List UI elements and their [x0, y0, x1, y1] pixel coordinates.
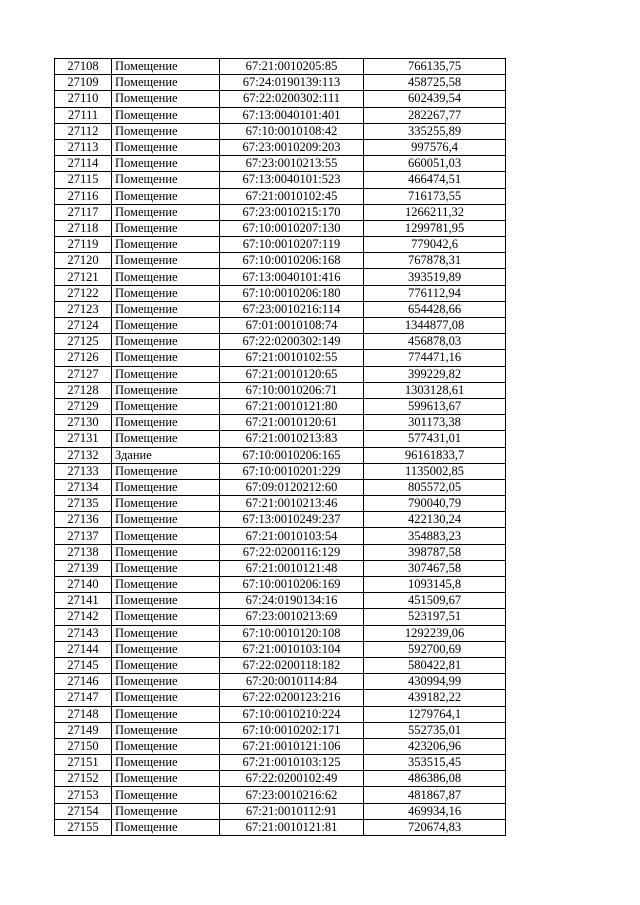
cadastral-value-cell: 466474,51 [364, 172, 506, 188]
property-registry-table [54, 58, 506, 836]
cadastral-value-cell: 779042,6 [364, 237, 506, 253]
row-number-cell: 27123 [55, 301, 112, 317]
object-type-cell: Помещение [112, 382, 220, 398]
cadastral-value-cell: 716173,55 [364, 188, 506, 204]
cadastral-number-cell: 67:21:0010120:61 [220, 415, 364, 431]
row-number-cell: 27120 [55, 253, 112, 269]
table-row [55, 463, 506, 479]
row-number-cell: 27129 [55, 398, 112, 414]
cadastral-number-cell: 67:23:0010209:203 [220, 139, 364, 155]
cadastral-number-cell: 67:21:0010103:54 [220, 528, 364, 544]
table-row [55, 722, 506, 738]
cadastral-value-cell: 660051,03 [364, 156, 506, 172]
cadastral-number-cell: 67:21:0010121:81 [220, 819, 364, 835]
cadastral-value-cell: 481867,87 [364, 787, 506, 803]
cadastral-value-cell: 720674,83 [364, 819, 506, 835]
table-row [55, 657, 506, 673]
cadastral-value-cell: 423206,96 [364, 738, 506, 754]
cadastral-value-cell: 767878,31 [364, 253, 506, 269]
cadastral-number-cell: 67:23:0010213:69 [220, 609, 364, 625]
row-number-cell: 27114 [55, 156, 112, 172]
cadastral-number-cell: 67:21:0010205:85 [220, 59, 364, 75]
cadastral-number-cell: 67:23:0010216:114 [220, 301, 364, 317]
cadastral-number-cell: 67:10:0010207:130 [220, 220, 364, 236]
table-row [55, 382, 506, 398]
object-type-cell: Помещение [112, 593, 220, 609]
row-number-cell: 27155 [55, 819, 112, 835]
object-type-cell: Помещение [112, 204, 220, 220]
row-number-cell: 27130 [55, 415, 112, 431]
row-number-cell: 27152 [55, 771, 112, 787]
cadastral-value-cell: 458725,58 [364, 75, 506, 91]
row-number-cell: 27137 [55, 528, 112, 544]
cadastral-value-cell: 592700,69 [364, 641, 506, 657]
table-row [55, 560, 506, 576]
cadastral-number-cell: 67:21:0010103:104 [220, 641, 364, 657]
cadastral-value-cell: 602439,54 [364, 91, 506, 107]
cadastral-value-cell: 654428,66 [364, 301, 506, 317]
table-row [55, 641, 506, 657]
object-type-cell: Помещение [112, 415, 220, 431]
table-row [55, 220, 506, 236]
cadastral-value-cell: 307467,58 [364, 560, 506, 576]
row-number-cell: 27148 [55, 706, 112, 722]
table-row [55, 415, 506, 431]
row-number-cell: 27118 [55, 220, 112, 236]
table-row [55, 237, 506, 253]
object-type-cell: Помещение [112, 107, 220, 123]
table-row [55, 738, 506, 754]
cadastral-value-cell: 1344877,08 [364, 318, 506, 334]
row-number-cell: 27121 [55, 269, 112, 285]
cadastral-value-cell: 599613,67 [364, 398, 506, 414]
object-type-cell: Помещение [112, 220, 220, 236]
row-number-cell: 27140 [55, 577, 112, 593]
table-row [55, 496, 506, 512]
table-row [55, 139, 506, 155]
cadastral-number-cell: 67:13:0040101:401 [220, 107, 364, 123]
row-number-cell: 27115 [55, 172, 112, 188]
table-row [55, 398, 506, 414]
object-type-cell: Помещение [112, 156, 220, 172]
cadastral-value-cell: 1135002,85 [364, 463, 506, 479]
cadastral-number-cell: 67:24:0190139:113 [220, 75, 364, 91]
table-row [55, 593, 506, 609]
object-type-cell: Здание [112, 447, 220, 463]
object-type-cell: Помещение [112, 269, 220, 285]
table-row [55, 706, 506, 722]
cadastral-number-cell: 67:10:0010202:171 [220, 722, 364, 738]
cadastral-number-cell: 67:13:0040101:416 [220, 269, 364, 285]
row-number-cell: 27124 [55, 318, 112, 334]
table-row [55, 819, 506, 835]
cadastral-value-cell: 301173,38 [364, 415, 506, 431]
cadastral-number-cell: 67:22:0200118:182 [220, 657, 364, 673]
table-row [55, 577, 506, 593]
cadastral-number-cell: 67:10:0010206:165 [220, 447, 364, 463]
cadastral-number-cell: 67:21:0010102:45 [220, 188, 364, 204]
row-number-cell: 27126 [55, 350, 112, 366]
row-number-cell: 27150 [55, 738, 112, 754]
cadastral-value-cell: 577431,01 [364, 431, 506, 447]
cadastral-value-cell: 96161833,7 [364, 447, 506, 463]
object-type-cell: Помещение [112, 301, 220, 317]
table-row [55, 755, 506, 771]
cadastral-number-cell: 67:10:0010206:168 [220, 253, 364, 269]
cadastral-value-cell: 399229,82 [364, 366, 506, 382]
object-type-cell: Помещение [112, 479, 220, 495]
row-number-cell: 27111 [55, 107, 112, 123]
object-type-cell: Помещение [112, 334, 220, 350]
cadastral-number-cell: 67:22:0200123:216 [220, 690, 364, 706]
cadastral-value-cell: 282267,77 [364, 107, 506, 123]
cadastral-number-cell: 67:22:0200302:111 [220, 91, 364, 107]
cadastral-number-cell: 67:23:0010213:55 [220, 156, 364, 172]
cadastral-number-cell: 67:13:0040101:523 [220, 172, 364, 188]
table-row [55, 350, 506, 366]
cadastral-value-cell: 774471,16 [364, 350, 506, 366]
cadastral-number-cell: 67:10:0010108:42 [220, 123, 364, 139]
object-type-cell: Помещение [112, 188, 220, 204]
table-row [55, 123, 506, 139]
cadastral-number-cell: 67:22:0200102:49 [220, 771, 364, 787]
row-number-cell: 27147 [55, 690, 112, 706]
object-type-cell: Помещение [112, 609, 220, 625]
table-row [55, 75, 506, 91]
row-number-cell: 27122 [55, 285, 112, 301]
object-type-cell: Помещение [112, 722, 220, 738]
table-row [55, 59, 506, 75]
row-number-cell: 27112 [55, 123, 112, 139]
cadastral-number-cell: 67:22:0200302:149 [220, 334, 364, 350]
table-row [55, 512, 506, 528]
object-type-cell: Помещение [112, 544, 220, 560]
cadastral-value-cell: 790040,79 [364, 496, 506, 512]
cadastral-number-cell: 67:21:0010103:125 [220, 755, 364, 771]
row-number-cell: 27143 [55, 625, 112, 641]
object-type-cell: Помещение [112, 657, 220, 673]
cadastral-number-cell: 67:23:0010216:62 [220, 787, 364, 803]
object-type-cell: Помещение [112, 690, 220, 706]
object-type-cell: Помещение [112, 755, 220, 771]
cadastral-value-cell: 486386,08 [364, 771, 506, 787]
table-row [55, 479, 506, 495]
row-number-cell: 27153 [55, 787, 112, 803]
cadastral-number-cell: 67:10:0010207:119 [220, 237, 364, 253]
row-number-cell: 27110 [55, 91, 112, 107]
row-number-cell: 27139 [55, 560, 112, 576]
cadastral-number-cell: 67:13:0010249:237 [220, 512, 364, 528]
row-number-cell: 27135 [55, 496, 112, 512]
row-number-cell: 27141 [55, 593, 112, 609]
cadastral-value-cell: 1279764,1 [364, 706, 506, 722]
cadastral-number-cell: 67:20:0010114:84 [220, 674, 364, 690]
row-number-cell: 27134 [55, 479, 112, 495]
object-type-cell: Помещение [112, 285, 220, 301]
object-type-cell: Помещение [112, 253, 220, 269]
cadastral-value-cell: 580422,81 [364, 657, 506, 673]
cadastral-number-cell: 67:21:0010121:48 [220, 560, 364, 576]
cadastral-number-cell: 67:10:0010210:224 [220, 706, 364, 722]
table-row [55, 204, 506, 220]
object-type-cell: Помещение [112, 738, 220, 754]
table-row [55, 156, 506, 172]
object-type-cell: Помещение [112, 674, 220, 690]
cadastral-number-cell: 67:10:0010120:108 [220, 625, 364, 641]
table-row [55, 625, 506, 641]
cadastral-value-cell: 552735,01 [364, 722, 506, 738]
object-type-cell: Помещение [112, 577, 220, 593]
cadastral-value-cell: 335255,89 [364, 123, 506, 139]
table-row [55, 674, 506, 690]
cadastral-value-cell: 766135,75 [364, 59, 506, 75]
object-type-cell: Помещение [112, 59, 220, 75]
cadastral-value-cell: 1299781,95 [364, 220, 506, 236]
cadastral-number-cell: 67:10:0010206:180 [220, 285, 364, 301]
row-number-cell: 27132 [55, 447, 112, 463]
cadastral-number-cell: 67:10:0010206:71 [220, 382, 364, 398]
object-type-cell: Помещение [112, 139, 220, 155]
object-type-cell: Помещение [112, 706, 220, 722]
cadastral-number-cell: 67:21:0010213:46 [220, 496, 364, 512]
object-type-cell: Помещение [112, 350, 220, 366]
cadastral-value-cell: 354883,23 [364, 528, 506, 544]
row-number-cell: 27142 [55, 609, 112, 625]
cadastral-number-cell: 67:21:0010102:55 [220, 350, 364, 366]
cadastral-value-cell: 469934,16 [364, 803, 506, 819]
cadastral-value-cell: 422130,24 [364, 512, 506, 528]
object-type-cell: Помещение [112, 172, 220, 188]
cadastral-value-cell: 393519,89 [364, 269, 506, 285]
cadastral-value-cell: 776112,94 [364, 285, 506, 301]
cadastral-value-cell: 430994,99 [364, 674, 506, 690]
object-type-cell: Помещение [112, 803, 220, 819]
cadastral-number-cell: 67:10:0010201:229 [220, 463, 364, 479]
cadastral-value-cell: 451509,67 [364, 593, 506, 609]
table-row [55, 528, 506, 544]
row-number-cell: 27127 [55, 366, 112, 382]
cadastral-value-cell: 353515,45 [364, 755, 506, 771]
object-type-cell: Помещение [112, 366, 220, 382]
table-row [55, 253, 506, 269]
object-type-cell: Помещение [112, 75, 220, 91]
object-type-cell: Помещение [112, 431, 220, 447]
cadastral-number-cell: 67:24:0190134:16 [220, 593, 364, 609]
cadastral-number-cell: 67:09:0120212:60 [220, 479, 364, 495]
row-number-cell: 27108 [55, 59, 112, 75]
object-type-cell: Помещение [112, 787, 220, 803]
row-number-cell: 27146 [55, 674, 112, 690]
object-type-cell: Помещение [112, 625, 220, 641]
row-number-cell: 27138 [55, 544, 112, 560]
object-type-cell: Помещение [112, 771, 220, 787]
table-row [55, 285, 506, 301]
row-number-cell: 27117 [55, 204, 112, 220]
table-row [55, 609, 506, 625]
cadastral-value-cell: 1292239,06 [364, 625, 506, 641]
row-number-cell: 27133 [55, 463, 112, 479]
object-type-cell: Помещение [112, 819, 220, 835]
cadastral-number-cell: 67:23:0010215:170 [220, 204, 364, 220]
object-type-cell: Помещение [112, 318, 220, 334]
cadastral-number-cell: 67:01:0010108:74 [220, 318, 364, 334]
cadastral-number-cell: 67:10:0010206:169 [220, 577, 364, 593]
object-type-cell: Помещение [112, 123, 220, 139]
table-row [55, 301, 506, 317]
cadastral-value-cell: 1303128,61 [364, 382, 506, 398]
row-number-cell: 27145 [55, 657, 112, 673]
row-number-cell: 27149 [55, 722, 112, 738]
cadastral-value-cell: 1266211,32 [364, 204, 506, 220]
table-row [55, 771, 506, 787]
table-row [55, 431, 506, 447]
object-type-cell: Помещение [112, 91, 220, 107]
table-row [55, 91, 506, 107]
table-row [55, 447, 506, 463]
table-row [55, 318, 506, 334]
cadastral-number-cell: 67:21:0010120:65 [220, 366, 364, 382]
object-type-cell: Помещение [112, 237, 220, 253]
row-number-cell: 27144 [55, 641, 112, 657]
cadastral-value-cell: 997576,4 [364, 139, 506, 155]
cadastral-value-cell: 805572,05 [364, 479, 506, 495]
cadastral-value-cell: 398787,58 [364, 544, 506, 560]
table-row [55, 107, 506, 123]
object-type-cell: Помещение [112, 512, 220, 528]
table-row [55, 803, 506, 819]
cadastral-value-cell: 439182,22 [364, 690, 506, 706]
row-number-cell: 27125 [55, 334, 112, 350]
table-row [55, 787, 506, 803]
row-number-cell: 27116 [55, 188, 112, 204]
row-number-cell: 27136 [55, 512, 112, 528]
table-row [55, 188, 506, 204]
table-row [55, 366, 506, 382]
row-number-cell: 27119 [55, 237, 112, 253]
object-type-cell: Помещение [112, 528, 220, 544]
cadastral-number-cell: 67:21:0010121:106 [220, 738, 364, 754]
cadastral-number-cell: 67:21:0010112:91 [220, 803, 364, 819]
row-number-cell: 27151 [55, 755, 112, 771]
table-row [55, 172, 506, 188]
registry-table-body [55, 59, 506, 836]
row-number-cell: 27131 [55, 431, 112, 447]
object-type-cell: Помещение [112, 398, 220, 414]
cadastral-number-cell: 67:21:0010121:80 [220, 398, 364, 414]
row-number-cell: 27128 [55, 382, 112, 398]
object-type-cell: Помещение [112, 560, 220, 576]
row-number-cell: 27154 [55, 803, 112, 819]
table-row [55, 269, 506, 285]
cadastral-number-cell: 67:21:0010213:83 [220, 431, 364, 447]
object-type-cell: Помещение [112, 463, 220, 479]
object-type-cell: Помещение [112, 641, 220, 657]
table-row [55, 334, 506, 350]
table-row [55, 544, 506, 560]
row-number-cell: 27109 [55, 75, 112, 91]
cadastral-value-cell: 523197,51 [364, 609, 506, 625]
cadastral-value-cell: 1093145,8 [364, 577, 506, 593]
table-row [55, 690, 506, 706]
row-number-cell: 27113 [55, 139, 112, 155]
cadastral-number-cell: 67:22:0200116:129 [220, 544, 364, 560]
cadastral-value-cell: 456878,03 [364, 334, 506, 350]
object-type-cell: Помещение [112, 496, 220, 512]
